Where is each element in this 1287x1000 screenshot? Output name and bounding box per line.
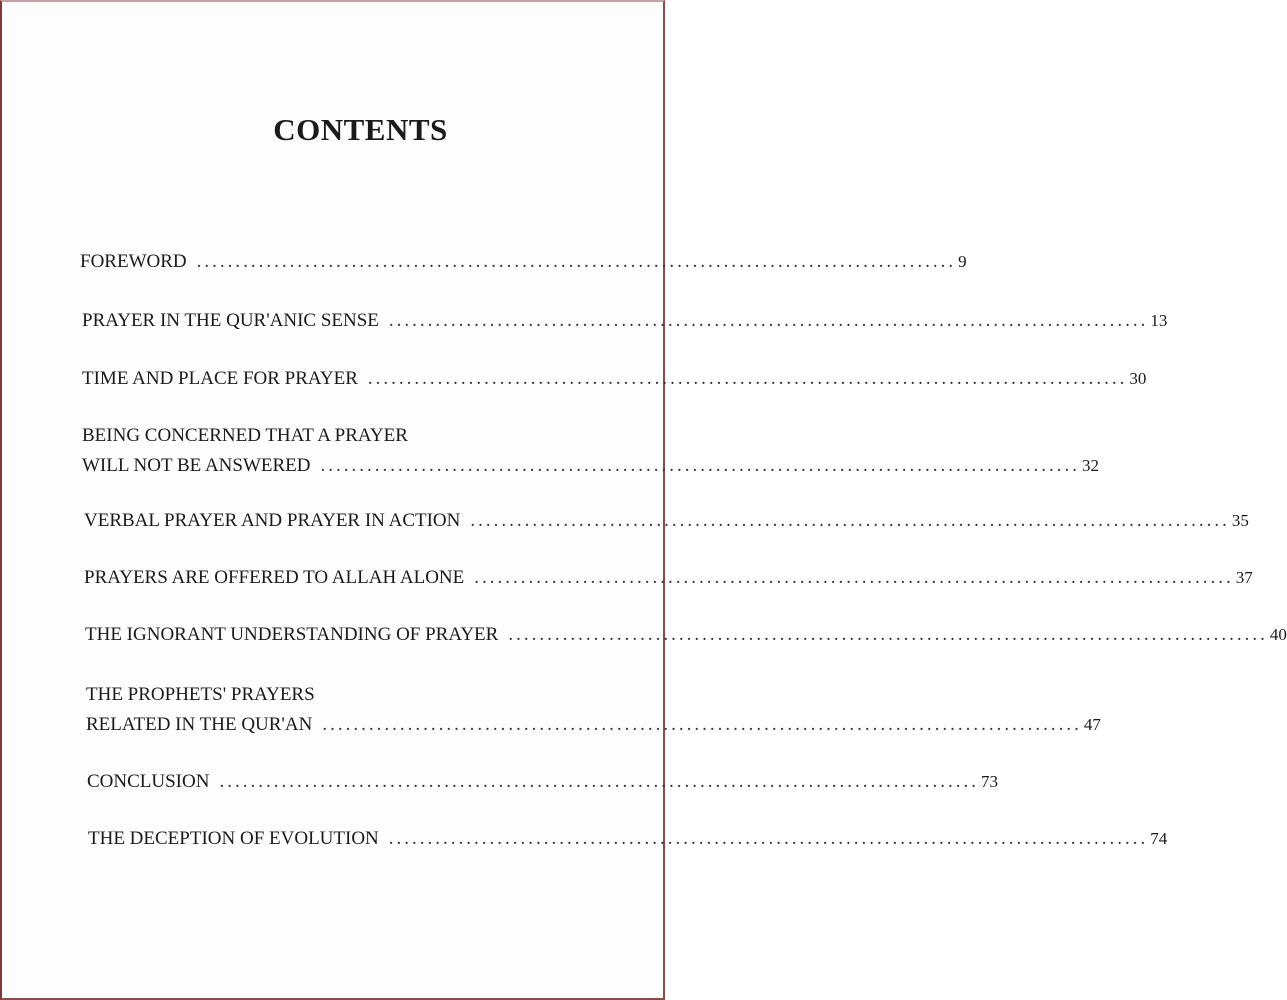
dot-leader: .................................................................................................. bbox=[388, 828, 1149, 849]
toc-page-number: 9 bbox=[958, 252, 967, 271]
toc-page-number: 30 bbox=[1129, 369, 1147, 388]
toc-entry-title: VERBAL PRAYER AND PRAYER IN ACTION bbox=[84, 510, 461, 531]
toc-entry-title: FOREWORD bbox=[80, 251, 187, 272]
dot-leader: .................................................................................................. bbox=[388, 310, 1149, 331]
toc-entry-foreword[interactable] bbox=[80, 247, 967, 277]
toc-entry-offered-to-allah[interactable] bbox=[84, 563, 1253, 593]
toc-page-number: 35 bbox=[1231, 511, 1249, 530]
toc-entry-title-line-1: BEING CONCERNED THAT A PRAYER bbox=[82, 425, 408, 446]
dot-leader: .................................................................................................. bbox=[474, 567, 1234, 588]
dot-leader: .................................................................................................. bbox=[219, 771, 979, 792]
page-title: CONTENTS bbox=[273, 112, 448, 147]
toc-page-number: 73 bbox=[980, 772, 998, 791]
dot-leader: .................................................................................................. bbox=[367, 368, 1128, 389]
toc-entry-being-concerned[interactable] bbox=[82, 421, 1100, 481]
toc-page-number: 47 bbox=[1083, 715, 1101, 734]
toc-entry-ignorant-understanding[interactable] bbox=[85, 620, 1287, 650]
toc-page-number: 32 bbox=[1082, 456, 1100, 475]
toc-entry-quranic-sense[interactable] bbox=[82, 306, 1168, 336]
toc-entry-prophets-prayers[interactable] bbox=[86, 680, 1101, 740]
dot-leader: .................................................................................................. bbox=[196, 251, 957, 272]
toc-entry-title: CONCLUSION bbox=[87, 771, 210, 792]
toc-entry-title: THE DECEPTION OF EVOLUTION bbox=[88, 828, 379, 849]
dot-leader: .................................................................................................. bbox=[508, 624, 1268, 645]
toc-page-number: 13 bbox=[1150, 311, 1168, 330]
dot-leader: .................................................................................................. bbox=[470, 510, 1230, 531]
toc-entry-conclusion[interactable] bbox=[87, 767, 998, 797]
toc-entry-verbal-prayer[interactable] bbox=[84, 506, 1249, 536]
toc-page-number: 37 bbox=[1235, 568, 1253, 587]
toc-entry-time-and-place[interactable] bbox=[82, 364, 1147, 394]
toc-entry-title: PRAYERS ARE OFFERED TO ALLAH ALONE bbox=[84, 567, 465, 588]
dot-leader: .................................................................................................. bbox=[322, 714, 1082, 735]
toc-entry-title-line-2: WILL NOT BE ANSWERED bbox=[82, 455, 311, 476]
dot-leader: .................................................................................................. bbox=[320, 455, 1081, 476]
toc-page-number: 40 bbox=[1269, 625, 1287, 644]
toc-entry-title: PRAYER IN THE QUR'ANIC SENSE bbox=[82, 310, 379, 331]
toc-entry-title: TIME AND PLACE FOR PRAYER bbox=[82, 368, 358, 389]
toc-entry-title: THE IGNORANT UNDERSTANDING OF PRAYER bbox=[85, 624, 499, 645]
toc-entry-title-line-1: THE PROPHETS' PRAYERS bbox=[86, 684, 315, 705]
toc-entry-title-line-2: RELATED IN THE QUR'AN bbox=[86, 714, 313, 735]
toc-page-number: 74 bbox=[1150, 829, 1168, 848]
toc-entry-deception-of-evolution[interactable] bbox=[88, 824, 1168, 854]
